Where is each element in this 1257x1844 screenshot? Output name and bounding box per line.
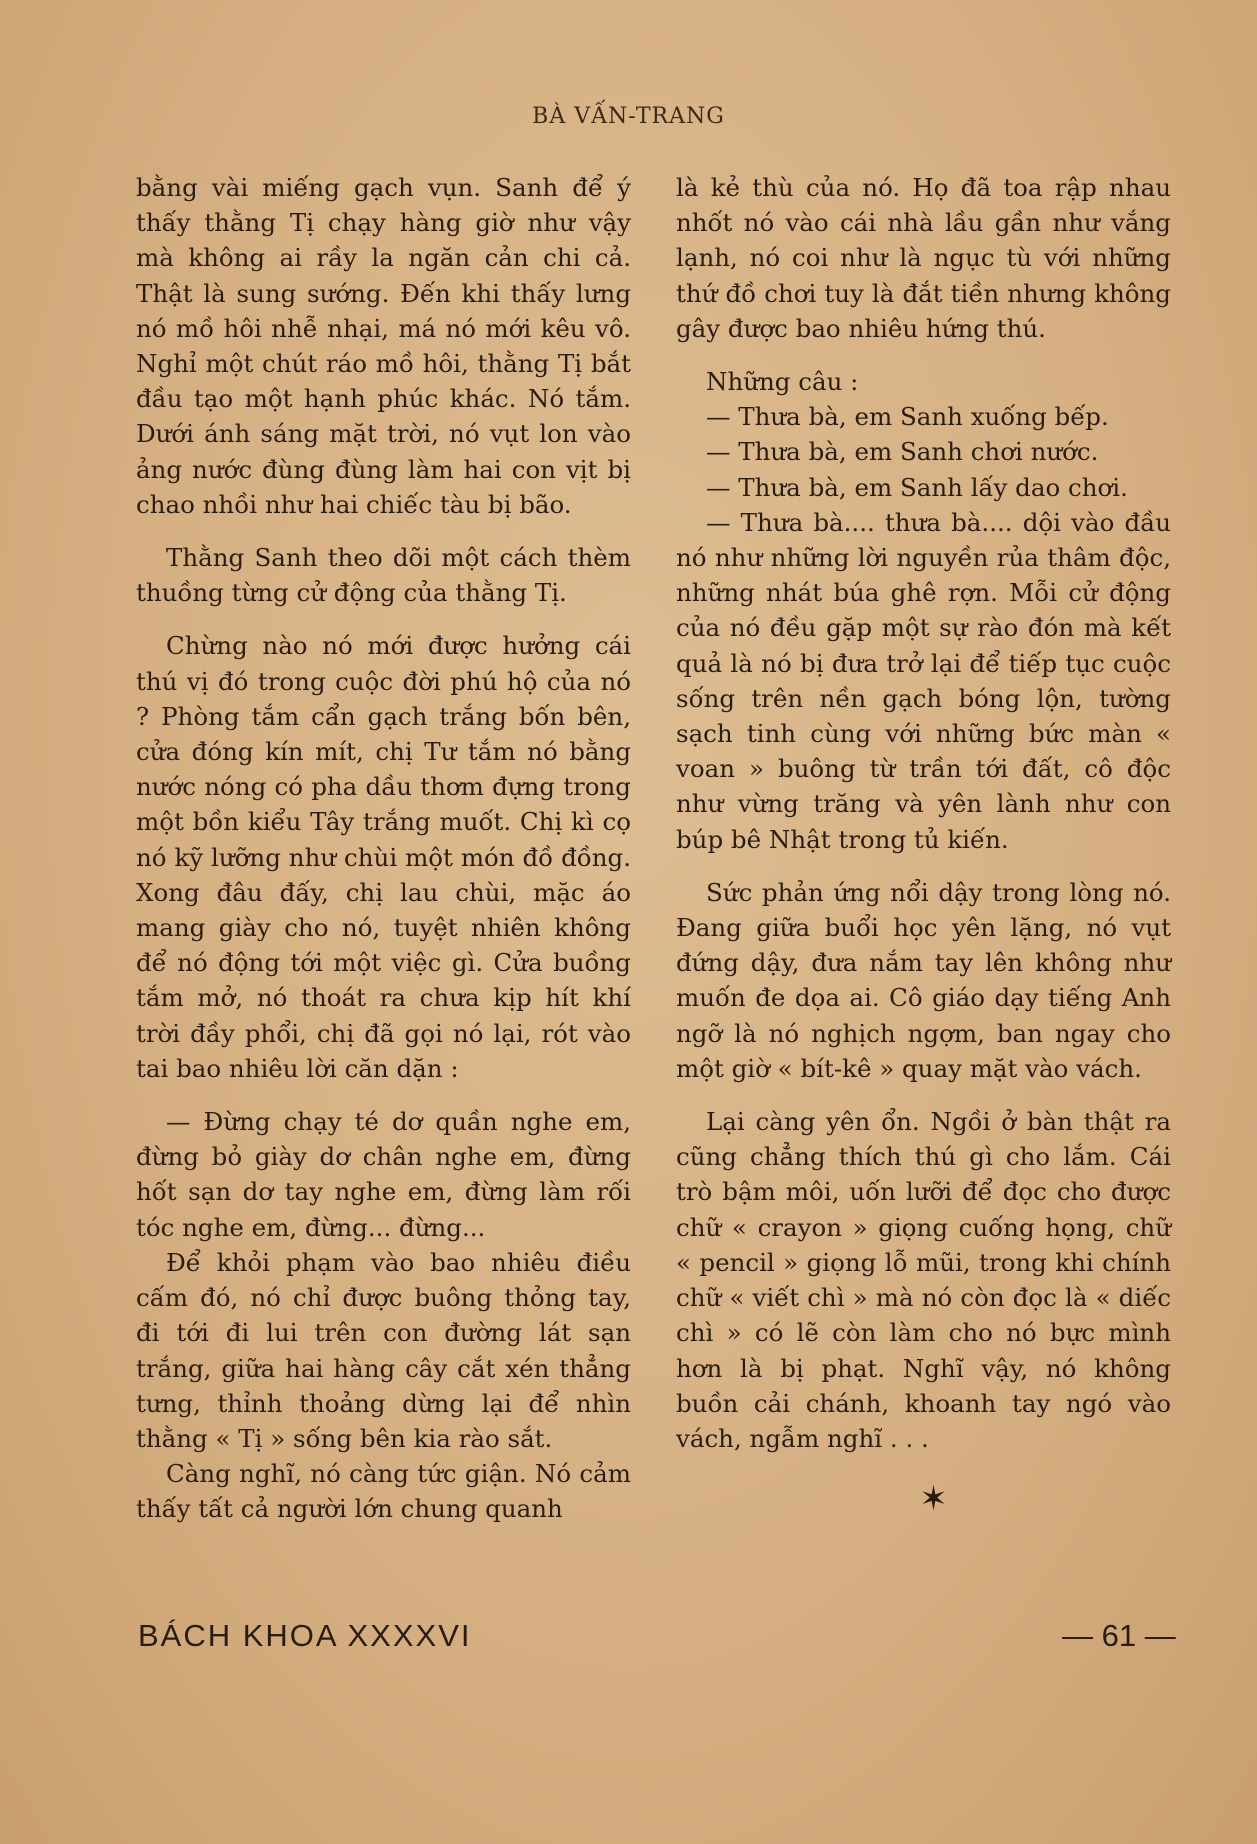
paragraph: Thằng Sanh theo dõi một cách thèm thuồng từng cử động của thằng Tị.	[136, 543, 631, 608]
paragraph: Để khỏi phạm vào bao nhiêu điều cấm đó, nó chỉ được buông thỏng tay, đi tới đi lui trên con đường lát sạn trắng, giữa hai hàng cây cắt xén thẳng tưng, thỉnh thoảng dừng lại để nhìn thằng « Tị » sống bên kia rào sắt.	[136, 1247, 631, 1453]
magazine-title: BÁCH KHOA XXXXVI	[138, 1618, 472, 1653]
paragraph: — Thưa bà.... thưa bà.... dội vào đầu nó như những lời nguyền rủa thâm độc, những nhát búa ghê rợn. Mỗi cử động của nó đều gặp một sự rào đón mà kết quả là nó bị đưa trở lại để tiếp tục cuộc sống trên nền gạch bóng lộn, tường sạch tinh cùng với những bức màn « voan » buông từ trần tới đất, cô độc như vừng trăng và yên lành như con búp bê Nhật trong tủ kiến.	[676, 507, 1171, 854]
end-mark-icon: ✶	[919, 1479, 948, 1520]
dialogue-line: — Thưa bà, em Sanh chơi nước.	[706, 437, 1099, 467]
paragraph: Càng nghĩ, nó càng tức giận. Nó cảm thấy tất cả người lớn chung quanh	[136, 1459, 631, 1524]
left-column	[136, 170, 631, 1527]
paragraph: Chừng nào nó mới được hưởng cái thú vị đó trong cuộc đời phú hộ của nó ? Phòng tắm cẩn gạch trắng bốn bên, cửa đóng kín mít, chị Tư tắm nó bằng nước nóng có pha dầu thơm đựng trong một bồn kiểu Tây trắng muốt. Chị kì cọ nó kỹ lưỡng như chùi một món đồ đồng. Xong đâu đấy, chị lau chùi, mặc áo mang giày cho nó, tuyệt nhiên không để nó động tới một việc gì. Cửa buồng tắm mở, nó thoát ra chưa kịp hít khí trời đầy phổi, chị đã gọi nó lại, rót vào tai bao nhiêu lời căn dặn :	[136, 631, 631, 1083]
paragraph: Những câu :	[706, 367, 859, 397]
page-number: — 61 —	[1062, 1618, 1176, 1653]
paragraph: Lại càng yên ổn. Ngồi ở bàn thật ra cũng chẳng thích thú gì cho lắm. Cái trò bậm môi, uốn lưỡi để đọc cho được chữ « crayon » giọng cuống họng, chữ « pencil » giọng lỗ mũi, trong khi chính chữ « viết chì » mà nó còn đọc là « diếc chì » có lẽ còn làm cho nó bực mình hơn là bị phạt. Nghĩ vậy, nó không buồn cải chánh, khoanh tay ngó vào vách, ngẫm nghĩ . . .	[676, 1107, 1171, 1453]
dialogue-paragraph: — Đừng chạy té dơ quần nghe em, đừng bỏ giày dơ chân nghe em, đừng hốt sạn dơ tay nghe em, đừng làm rối tóc nghe em, đừng... đừng...	[136, 1107, 631, 1242]
paragraph: Sức phản ứng nổi dậy trong lòng nó. Đang giữa buổi học yên lặng, nó vụt đứng dậy, đưa nắm tay lên không như muốn đe dọa ai. Cô giáo dạy tiếng Anh ngỡ là nó nghịch ngợm, ban ngay cho một giờ « bít-kê » quay mặt vào vách.	[676, 877, 1171, 1083]
paragraph: là kẻ thù của nó. Họ đã toa rập nhau nhốt nó vào cái nhà lầu gần như vắng lạnh, nó coi như là ngục tù với những thứ đồ chơi tuy là đắt tiền nhưng không gây được bao nhiêu hứng thú.	[676, 173, 1171, 343]
right-column	[676, 170, 1171, 1520]
page-header: BÀ VẤN-TRANG	[532, 104, 725, 129]
dialogue-line: — Thưa bà, em Sanh xuống bếp.	[706, 402, 1109, 432]
dialogue-line: — Thưa bà, em Sanh lấy dao chơi.	[706, 472, 1128, 502]
paragraph: bằng vài miếng gạch vụn. Sanh để ý thấy thằng Tị chạy hàng giờ như vậy mà không ai rầy la ngăn cản chi cả. Thật là sung sướng. Đến khi thấy lưng nó mồ hôi nhễ nhại, má nó mới kêu vô. Nghỉ một chút ráo mồ hôi, thằng Tị bắt đầu tạo một hạnh phúc khác. Nó tắm. Dưới ánh sáng mặt trời, nó vụt lon vào ảng nước đùng đùng làm hai con vịt bị chao nhồi như hai chiếc tàu bị bão.	[136, 173, 631, 519]
